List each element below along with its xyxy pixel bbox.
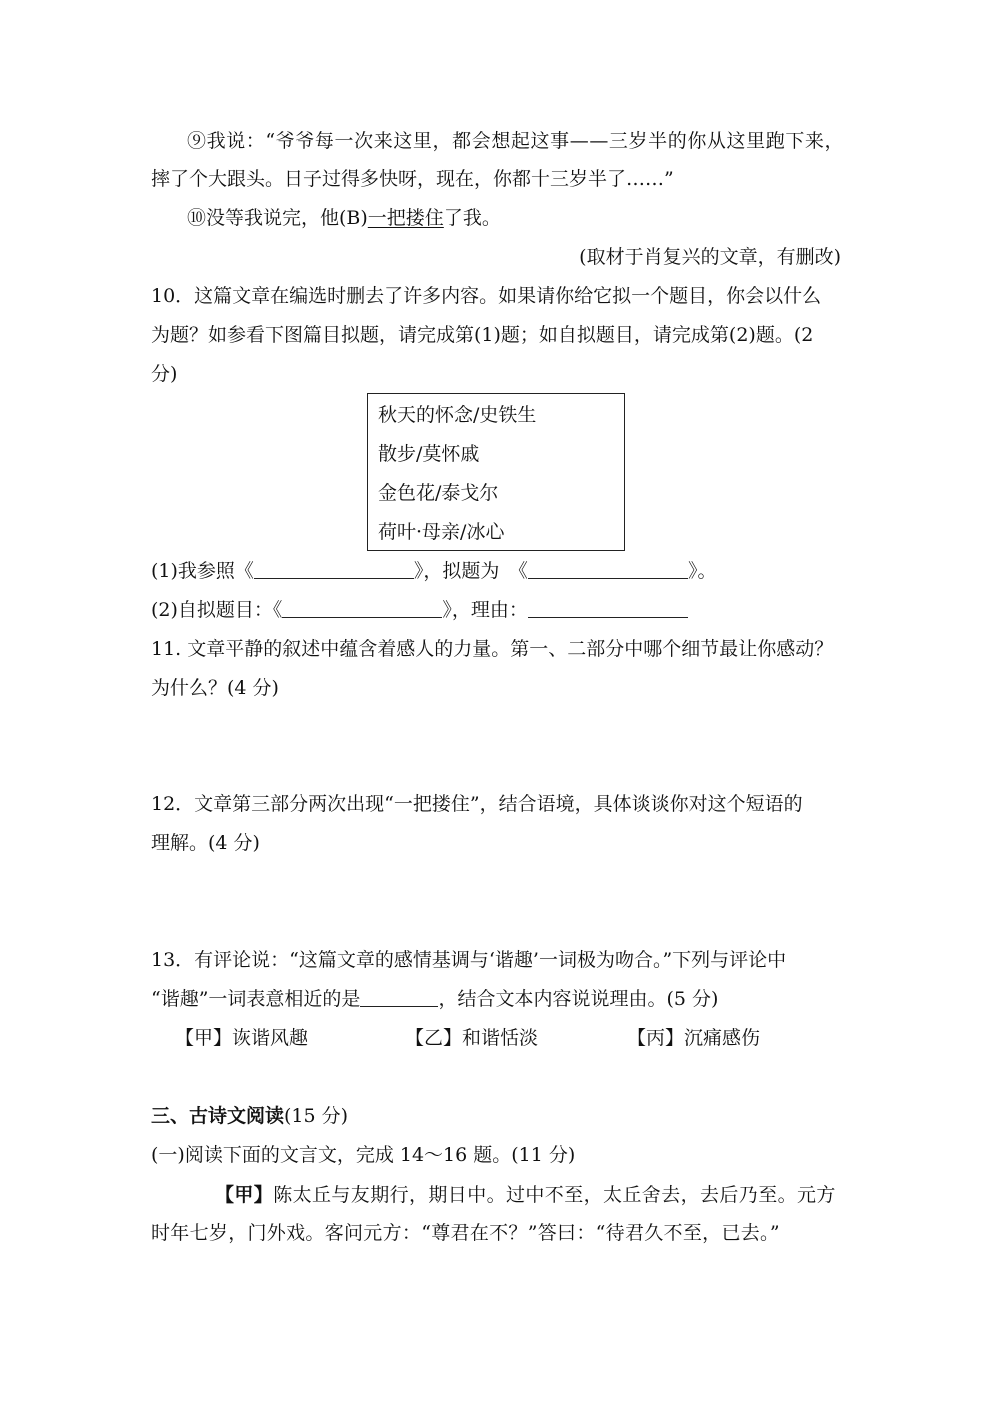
q10-line-1: 10．这篇文章在编选时删去了许多内容。如果请你给它拟一个题目，你会以什么 [151, 285, 822, 307]
reference-title: 散步/莫怀戚 [378, 443, 480, 465]
q12-answer-area[interactable] [151, 865, 841, 935]
reference-titles-box [367, 393, 625, 551]
reference-title: 秋天的怀念/史铁生 [378, 404, 537, 426]
q12-line-2: 理解。(4 分) [151, 832, 260, 854]
q10-sub-1 [151, 559, 716, 583]
q13-line-2 [151, 987, 718, 1011]
paragraph-10 [187, 206, 501, 230]
q10-sub-2-a: (2)自拟题目：《 [151, 599, 283, 621]
passage-jia-label: 【甲】 [215, 1184, 274, 1206]
q11-line-1: 11. 文章平静的叙述中蕴含着感人的力量。第一、二部分中哪个细节最让你感动？ [151, 638, 834, 660]
q11-answer-area[interactable] [151, 710, 841, 780]
answer-blank-title[interactable] [528, 560, 688, 579]
paragraph-9-line-1: ⑨我说：“爷爷每一次来这里，都会想起这事——三岁半的你从这里跑下来， [187, 130, 845, 152]
source-note: (取材于肖复兴的文章，有删改) [579, 246, 841, 268]
q13-option-yi: 【乙】和谐恬淡 [405, 1027, 539, 1049]
q10-line-3: 分) [151, 363, 178, 385]
q13-line-2-b: ，结合文本内容说说理由。(5 分) [438, 988, 719, 1010]
section-3-sub-heading: (一)阅读下面的文言文，完成 14～16 题。(11 分) [151, 1144, 576, 1166]
answer-blank-reference[interactable] [254, 560, 414, 579]
q10-sub-1-b: 》，拟题为 《 [413, 560, 528, 582]
paragraph-9-line-2: 摔了个大跟头。日子过得多快呀，现在，你都十三岁半了……” [151, 168, 674, 190]
answer-blank-choice[interactable] [360, 988, 438, 1007]
underlined-phrase-b: 一把搂住 [367, 207, 444, 229]
paragraph-10-prefix: ⑩没等我说完，他(B) [187, 207, 368, 229]
passage-jia-line-2: 时年七岁，门外戏。客问元方：“尊君在不？”答曰：“待君久不至，已去。” [151, 1222, 780, 1244]
section-3-heading-text: 三、古诗文阅读 [151, 1105, 285, 1127]
q13-line-2-a: “谐趣”一词表意相近的是 [151, 988, 361, 1010]
section-3-heading-score: (15 分) [284, 1105, 349, 1127]
q13-line-1: 13．有评论说：“这篇文章的感情基调与‘谐趣’一词极为吻合。”下列与评论中 [151, 949, 787, 971]
answer-blank-reason[interactable] [528, 599, 688, 618]
q10-sub-1-a: (1)我参照《 [151, 560, 254, 582]
q13-option-jia: 【甲】诙谐风趣 [175, 1027, 309, 1049]
q11-line-2: 为什么？(4 分) [151, 677, 279, 699]
q10-line-2: 为题？如参看下图篇目拟题，请完成第(1)题；如自拟题目，请完成第(2)题。(2 [151, 324, 814, 346]
section-3-heading [151, 1104, 348, 1128]
q12-line-1: 12．文章第三部分两次出现“一把搂住”，结合语境，具体谈谈你对这个短语的 [151, 793, 803, 815]
q10-sub-1-c: 》。 [687, 560, 717, 582]
passage-jia-line-1 [215, 1183, 836, 1207]
q10-sub-2-b: 》，理由： [442, 599, 528, 621]
answer-blank-own-title[interactable] [282, 599, 442, 618]
reference-title: 荷叶·母亲/冰心 [378, 521, 505, 543]
q10-sub-2 [151, 598, 688, 622]
passage-jia-text-1: 陈太丘与友期行，期日中。过中不至，太丘舍去，去后乃至。元方 [273, 1184, 836, 1206]
q13-option-bing: 【丙】沉痛感伤 [627, 1027, 761, 1049]
paragraph-10-suffix: 了我。 [443, 207, 501, 229]
reference-title: 金色花/泰戈尔 [378, 482, 499, 504]
